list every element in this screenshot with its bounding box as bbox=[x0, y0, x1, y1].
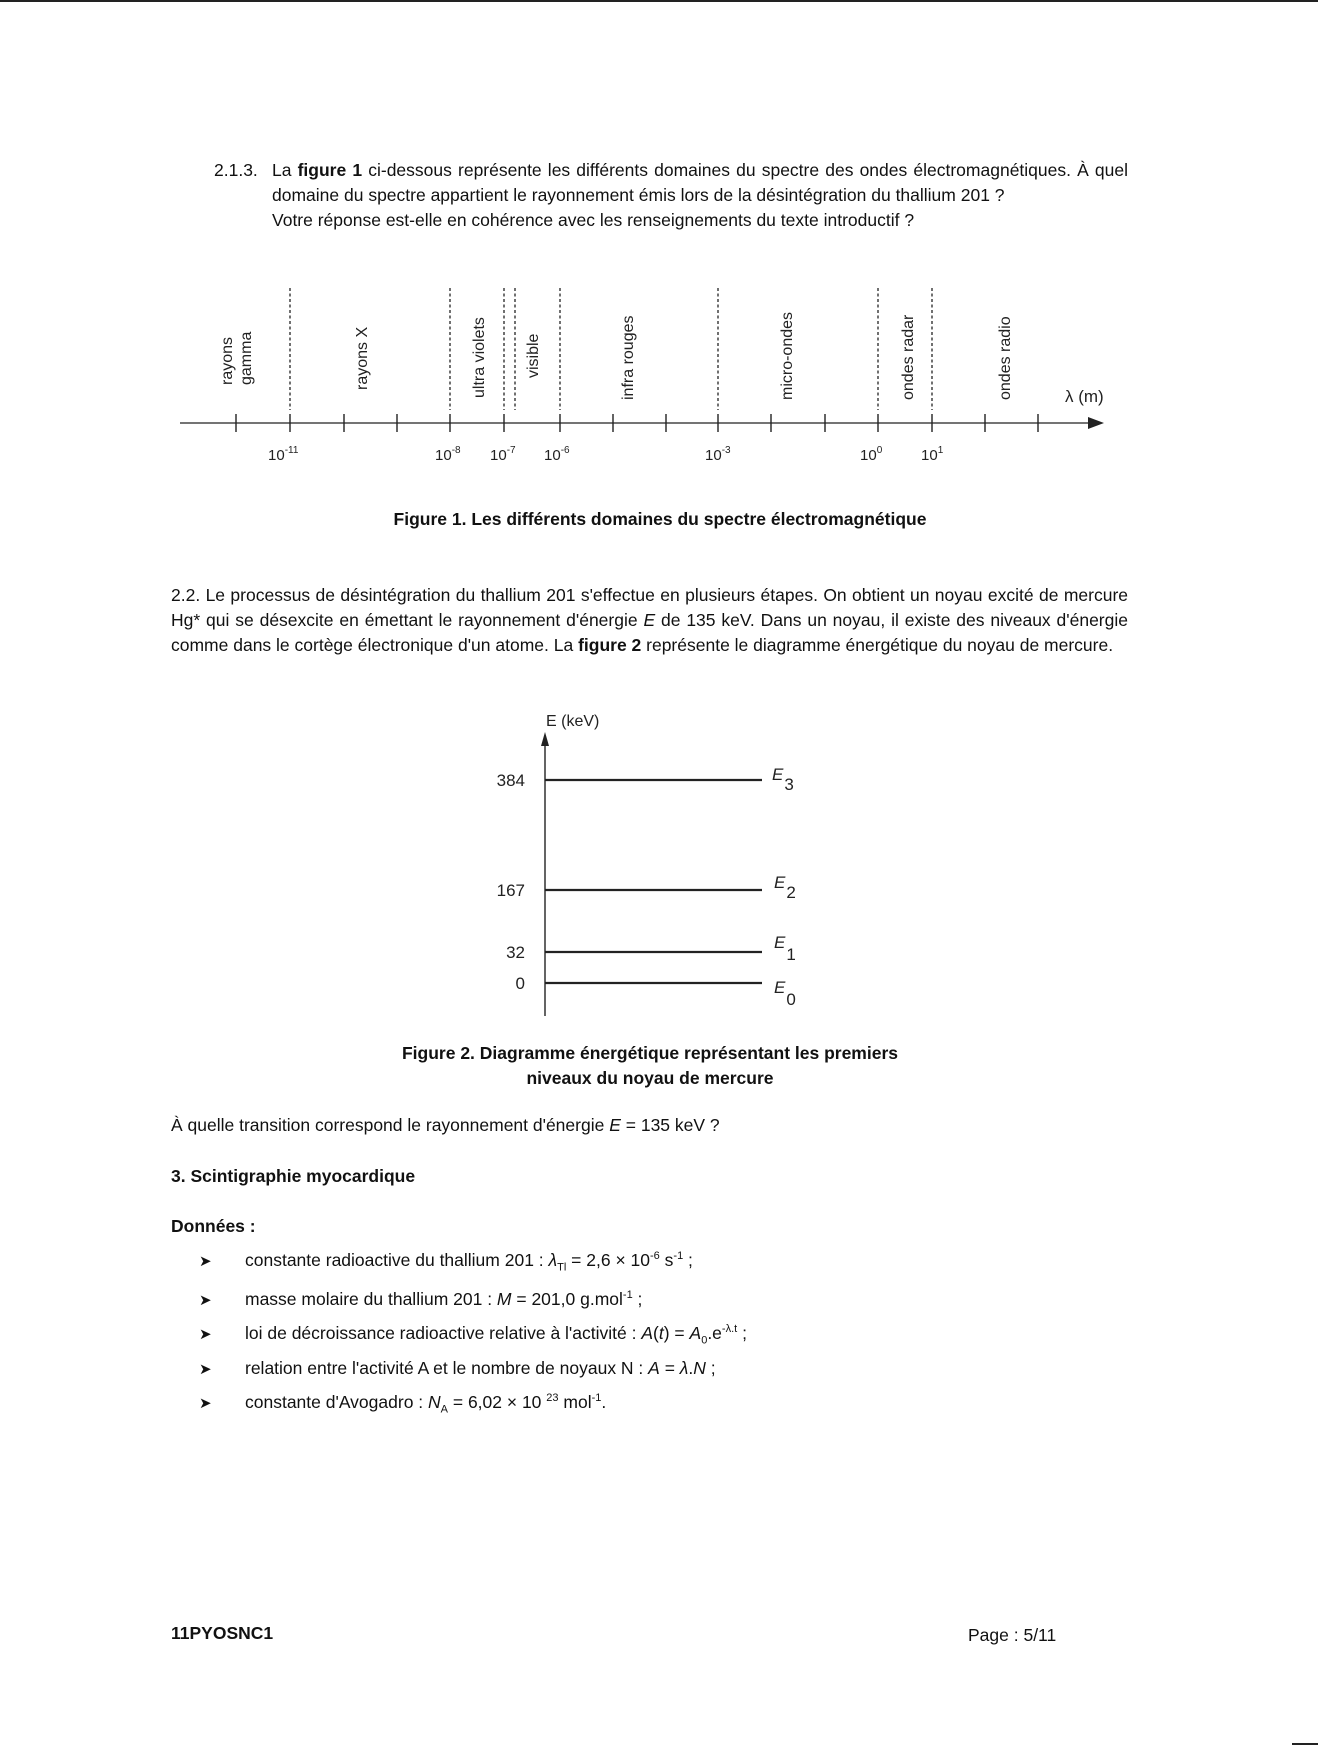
domain-label-gamma-b: gamma bbox=[238, 331, 255, 385]
tick-label: $10^1$ bbox=[921, 445, 944, 464]
level-value: 167 bbox=[496, 881, 525, 900]
energy-axis-arrow bbox=[541, 732, 549, 746]
tick-label: $10^{-7}$ bbox=[490, 445, 516, 464]
tick-label: $10^{-6}$ bbox=[544, 445, 570, 464]
figure-reference: figure 2 bbox=[578, 635, 642, 655]
level-name: E3 bbox=[772, 765, 794, 794]
list-item: ➤ constante radioactive du thallium 201 : $\lambda_{Tl} = 2,6 \times 10^{-6}$ $s^{-1}$ ; bbox=[171, 1242, 747, 1281]
level-value: 384 bbox=[496, 771, 525, 790]
section-3-title: 3. Scintigraphie myocardique bbox=[171, 1166, 416, 1186]
energy-axis-label: E (keV) bbox=[546, 713, 600, 730]
list-item: ➤ relation entre l'activité A et le nombre de noyaux N : A = λ.N ; bbox=[171, 1354, 747, 1384]
question-text: La figure 1 ci-dessous représente les différents domaines du spectre des ondes électromagnétiques. À quel domaine du spectre appartient le rayonnement émis lors de la désintégration du thallium 201 ? bbox=[272, 160, 1129, 205]
wavelength-axis-label: λ (m) bbox=[1065, 387, 1104, 406]
domain-label-visible: visible bbox=[525, 333, 542, 378]
domain-label-x: rayons X bbox=[354, 326, 371, 390]
list-item: ➤ masse molaire du thallium 201 : M = 201,0 g.mol$^{-1}$ ; bbox=[171, 1281, 747, 1315]
domain-label-uv: ultra violets bbox=[471, 317, 488, 398]
level-name: E2 bbox=[774, 873, 796, 902]
arrow-bullet-icon: ➤ bbox=[199, 1395, 212, 1413]
donnees-list bbox=[171, 1242, 747, 1424]
transition-question: À quelle transition correspond le rayonnement d'énergie E = 135 keV ? bbox=[171, 1115, 720, 1135]
figure-2-caption: Figure 2. Diagramme énergétique représentant les premiers niveaux du noyau de mercure bbox=[401, 1043, 898, 1088]
question-2-1-3 bbox=[214, 158, 1128, 233]
list-item: ➤ loi de décroissance radioactive relative à l'activité : $A(t) = A_0.e^{-\lambda.t}$ ; bbox=[171, 1315, 747, 1354]
arrow-bullet-icon: ➤ bbox=[199, 1325, 212, 1343]
figure-1-caption: Figure 1. Les différents domaines du spectre électromagnétique bbox=[393, 509, 927, 529]
level-name: E1 bbox=[774, 933, 796, 964]
footer-code: 11PYOSNC1 bbox=[171, 1623, 274, 1643]
domain-label-radio: ondes radio bbox=[997, 316, 1014, 400]
spectrum-axis-arrow bbox=[1088, 417, 1104, 429]
energy-diagram bbox=[470, 708, 830, 1018]
arrow-bullet-icon: ➤ bbox=[199, 1292, 212, 1310]
domain-label-gamma-a: rayons bbox=[219, 336, 236, 385]
scan-top-edge bbox=[0, 0, 1318, 2]
level-value: 32 bbox=[506, 943, 525, 962]
footer-page-number: Page : 5/11 bbox=[968, 1625, 1057, 1645]
question-number: 2.1.3. bbox=[214, 160, 258, 180]
arrow-bullet-icon: ➤ bbox=[199, 1361, 212, 1379]
tick-label: $10^{-11}$ bbox=[268, 445, 299, 464]
domain-label-micro: micro-ondes bbox=[779, 311, 796, 400]
list-item: ➤ constante d'Avogadro : $N_A = 6,02 \times 10$ $^{23}$ mol$^{-1}$. bbox=[171, 1384, 747, 1423]
level-name: E0 bbox=[774, 978, 796, 1009]
spectrum-figure bbox=[170, 280, 1130, 480]
scan-corner-mark bbox=[1292, 1743, 1318, 1745]
tick-label: $10^{-8}$ bbox=[435, 445, 461, 464]
donnees-heading: Données : bbox=[171, 1216, 256, 1236]
level-value: 0 bbox=[515, 974, 525, 993]
domain-label-radar: ondes radar bbox=[900, 314, 917, 400]
tick-label: $10^0$ bbox=[860, 445, 883, 464]
domain-label-ir: infra rouges bbox=[620, 315, 637, 400]
question-text-2: Votre réponse est-elle en cohérence avec les renseignements du texte introductif ? bbox=[272, 210, 915, 230]
arrow-bullet-icon: ➤ bbox=[199, 1252, 212, 1270]
figure-reference: figure 1 bbox=[297, 160, 363, 180]
tick-label: $10^{-3}$ bbox=[705, 445, 731, 464]
question-2-2: 2.2. Le processus de désintégration du thallium 201 s'effectue en plusieurs étapes. On obtient un noyau excité de mercure Hg* qui se désexcite en émettant le rayonnement d'énergie E de 135 keV. Dans un noyau, il existe des niveaux d'énergie comme dans le cortège électronique d'un atome. La figure 2 représente le diagramme énergétique du noyau de mercure. bbox=[171, 585, 1128, 655]
